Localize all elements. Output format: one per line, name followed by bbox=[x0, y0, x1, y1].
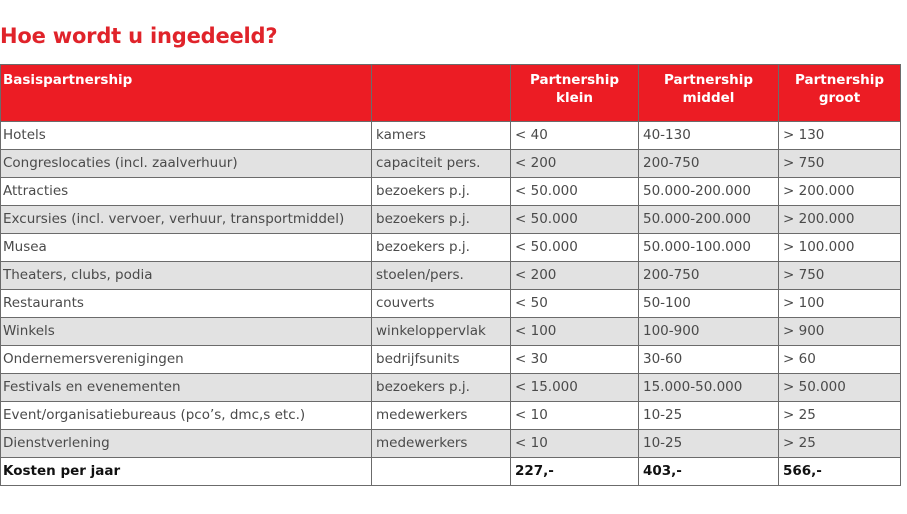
cell-middel: 30-60 bbox=[639, 346, 779, 374]
cell-unit: capaciteit pers. bbox=[372, 150, 511, 178]
total-category: Kosten per jaar bbox=[1, 458, 372, 486]
header-basispartnership: Basispartnership bbox=[1, 65, 372, 122]
cell-unit: bezoekers p.j. bbox=[372, 234, 511, 262]
cell-klein: < 200 bbox=[511, 150, 639, 178]
header-middel-line2: middel bbox=[682, 90, 735, 106]
cell-middel: 200-750 bbox=[639, 150, 779, 178]
cell-category: Attracties bbox=[1, 178, 372, 206]
cell-klein: < 10 bbox=[511, 402, 639, 430]
cell-unit: medewerkers bbox=[372, 402, 511, 430]
cell-category: Dienstverlening bbox=[1, 430, 372, 458]
table-header-row bbox=[1, 65, 901, 122]
table-row bbox=[1, 122, 901, 150]
cell-category: Congreslocaties (incl. zaalverhuur) bbox=[1, 150, 372, 178]
cell-middel: 50.000-200.000 bbox=[639, 178, 779, 206]
cell-category: Excursies (incl. vervoer, verhuur, transportmiddel) bbox=[1, 206, 372, 234]
cell-unit: kamers bbox=[372, 122, 511, 150]
cell-klein: < 50.000 bbox=[511, 234, 639, 262]
cell-middel: 10-25 bbox=[639, 430, 779, 458]
cell-middel: 50.000-200.000 bbox=[639, 206, 779, 234]
cell-groot: > 60 bbox=[779, 346, 901, 374]
cell-unit: medewerkers bbox=[372, 430, 511, 458]
table-row bbox=[1, 178, 901, 206]
total-klein: 227,- bbox=[511, 458, 639, 486]
total-groot: 566,- bbox=[779, 458, 901, 486]
cell-category: Event/organisatiebureaus (pco’s, dmc,s etc.) bbox=[1, 402, 372, 430]
cell-unit: bedrijfsunits bbox=[372, 346, 511, 374]
cell-category: Hotels bbox=[1, 122, 372, 150]
cell-klein: < 100 bbox=[511, 318, 639, 346]
cell-category: Festivals en evenementen bbox=[1, 374, 372, 402]
cell-middel: 50-100 bbox=[639, 290, 779, 318]
cell-groot: > 100.000 bbox=[779, 234, 901, 262]
header-middel bbox=[639, 65, 779, 122]
cell-middel: 15.000-50.000 bbox=[639, 374, 779, 402]
cell-category: Musea bbox=[1, 234, 372, 262]
header-klein-line1: Partnership bbox=[529, 72, 620, 88]
cell-groot: > 900 bbox=[779, 318, 901, 346]
table-row bbox=[1, 234, 901, 262]
cell-middel: 10-25 bbox=[639, 402, 779, 430]
cell-groot: > 50.000 bbox=[779, 374, 901, 402]
cell-unit: bezoekers p.j. bbox=[372, 178, 511, 206]
cell-klein: < 200 bbox=[511, 262, 639, 290]
cell-groot: > 100 bbox=[779, 290, 901, 318]
cell-groot: > 200.000 bbox=[779, 178, 901, 206]
cell-middel: 50.000-100.000 bbox=[639, 234, 779, 262]
page-title: Hoe wordt u ingedeeld? bbox=[0, 24, 278, 48]
cell-category: Winkels bbox=[1, 318, 372, 346]
table-row bbox=[1, 374, 901, 402]
header-groot bbox=[779, 65, 901, 122]
cell-groot: > 750 bbox=[779, 150, 901, 178]
cell-klein: < 50.000 bbox=[511, 178, 639, 206]
cell-groot: > 25 bbox=[779, 430, 901, 458]
cell-unit: winkeloppervlak bbox=[372, 318, 511, 346]
cell-groot: > 750 bbox=[779, 262, 901, 290]
cell-klein: < 40 bbox=[511, 122, 639, 150]
table-row bbox=[1, 318, 901, 346]
total-middel: 403,- bbox=[639, 458, 779, 486]
cell-groot: > 130 bbox=[779, 122, 901, 150]
table-row bbox=[1, 150, 901, 178]
table-row bbox=[1, 290, 901, 318]
cell-klein: < 50.000 bbox=[511, 206, 639, 234]
total-unit bbox=[372, 458, 511, 486]
table-row bbox=[1, 206, 901, 234]
cell-unit: stoelen/pers. bbox=[372, 262, 511, 290]
cell-category: Ondernemersverenigingen bbox=[1, 346, 372, 374]
header-groot-line2: groot bbox=[818, 90, 861, 106]
cell-middel: 200-750 bbox=[639, 262, 779, 290]
total-row bbox=[1, 458, 901, 486]
cell-middel: 100-900 bbox=[639, 318, 779, 346]
table-row bbox=[1, 346, 901, 374]
cell-unit: bezoekers p.j. bbox=[372, 206, 511, 234]
cell-unit: bezoekers p.j. bbox=[372, 374, 511, 402]
header-klein-line2: klein bbox=[556, 90, 593, 106]
table-row bbox=[1, 430, 901, 458]
cell-unit: couverts bbox=[372, 290, 511, 318]
cell-klein: < 30 bbox=[511, 346, 639, 374]
header-groot-line1: Partnership bbox=[794, 72, 885, 88]
cell-klein: < 50 bbox=[511, 290, 639, 318]
partnership-table bbox=[0, 64, 901, 486]
cell-groot: > 200.000 bbox=[779, 206, 901, 234]
cell-category: Restaurants bbox=[1, 290, 372, 318]
header-middel-line1: Partnership bbox=[663, 72, 754, 88]
table-row bbox=[1, 262, 901, 290]
header-unit bbox=[372, 65, 511, 122]
cell-category: Theaters, clubs, podia bbox=[1, 262, 372, 290]
cell-klein: < 15.000 bbox=[511, 374, 639, 402]
header-klein bbox=[511, 65, 639, 122]
table-row bbox=[1, 402, 901, 430]
cell-middel: 40-130 bbox=[639, 122, 779, 150]
cell-groot: > 25 bbox=[779, 402, 901, 430]
cell-klein: < 10 bbox=[511, 430, 639, 458]
